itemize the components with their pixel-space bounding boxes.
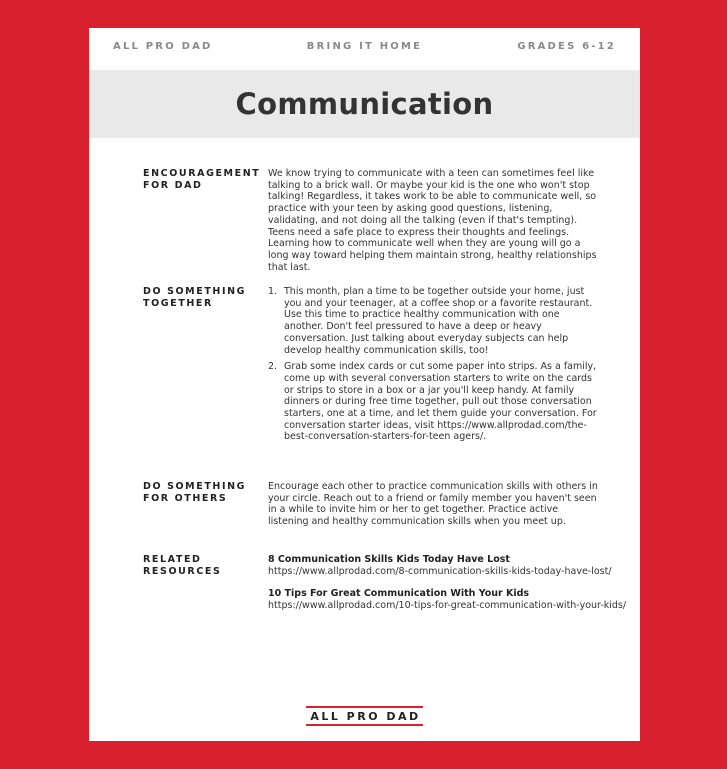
label-line: FOR OTHERS — [143, 493, 228, 504]
resource-item — [268, 554, 612, 577]
activity-list — [268, 286, 598, 443]
section-content — [268, 481, 598, 528]
label-line: FOR DAD — [143, 180, 203, 191]
resource-item — [268, 588, 627, 612]
resource-title: 10 Tips For Great Communication With Your Kids — [268, 588, 530, 600]
resource-title: 8 Communication Skills Kids Today Have Lost — [268, 554, 510, 565]
header-bar — [89, 28, 640, 70]
page-title: Communication — [235, 87, 494, 121]
label-line: RELATED — [143, 554, 202, 565]
title-band — [89, 70, 640, 138]
footer-logo-text: ALL PRO DAD — [306, 706, 422, 726]
section-label — [143, 286, 261, 310]
resource-link[interactable]: https://www.allprodad.com/8-communication-skills-kids-today-have-lost/ — [268, 565, 612, 577]
grade-range: GRADES 6-12 — [517, 41, 616, 52]
list-number: 1. — [268, 286, 278, 297]
label-line: DO SOMETHING — [143, 481, 247, 492]
label-line: DO SOMETHING — [143, 286, 247, 297]
label-line: TOGETHER — [143, 298, 213, 309]
series-name: BRING IT HOME — [306, 41, 423, 52]
label-line: RESOURCES — [143, 566, 222, 577]
list-item — [268, 286, 598, 356]
brand-name: ALL PRO DAD — [113, 41, 213, 52]
list-item-text: This month, plan a time to be together outside your home, just you and your teenager, at a coffee shop or a favorite restaurant. Use this time to practice healthy communication with one another. Don't feel pressured to have a deep or heavy conversation. Just talking about everyday subjects can help develop healthy communication skills, too! — [284, 286, 593, 356]
encouragement-text: We know trying to communicate with a teen can sometimes feel like talking to a brick wall. Or maybe your kid is the one who won't stop talking! Regardless, it takes work to be able to communicate well, so practice with your teen by asking good questions, listening, validating, and not doing all the talking (even if that's tempting). Teens need a safe place to express their thoughts and feelings. Learning how to communicate well when they are young will go a long way toward helping them maintain strong, healthy relationships that last. — [268, 168, 597, 273]
list-item — [268, 361, 598, 443]
worksheet-page — [89, 28, 640, 741]
list-item-text: Grab some index cards or cut some paper into strips. As a family, come up with several conversation starters to write on the cards or strips to store in a box or a jar you'll keep handy. At family dinners or during free time together, pull out those conversation starters, one at a time, and let them guide your conversation. For conversation starter ideas, visit https://www.allprodad.com/the-best-conversation-starters-for-teen agers/. — [284, 361, 597, 443]
label-line: ENCOURAGEMENT — [143, 168, 261, 179]
others-text: Encourage each other to practice communication skills with others in your circle. Reach out to a friend or family member you haven't seen in a while to invite him or her to get together. Practice active listening and healthy communication skills when you meet up. — [268, 481, 598, 528]
section-label — [143, 481, 261, 505]
list-number: 2. — [268, 361, 278, 373]
section-content — [268, 554, 627, 623]
resource-link[interactable]: https://www.allprodad.com/10-tips-for-great-communication-with-your-kids/ — [268, 600, 627, 612]
section-content — [268, 286, 598, 448]
section-label — [143, 554, 261, 578]
section-label — [143, 168, 261, 192]
section-content — [268, 168, 598, 273]
footer-logo — [89, 706, 640, 726]
